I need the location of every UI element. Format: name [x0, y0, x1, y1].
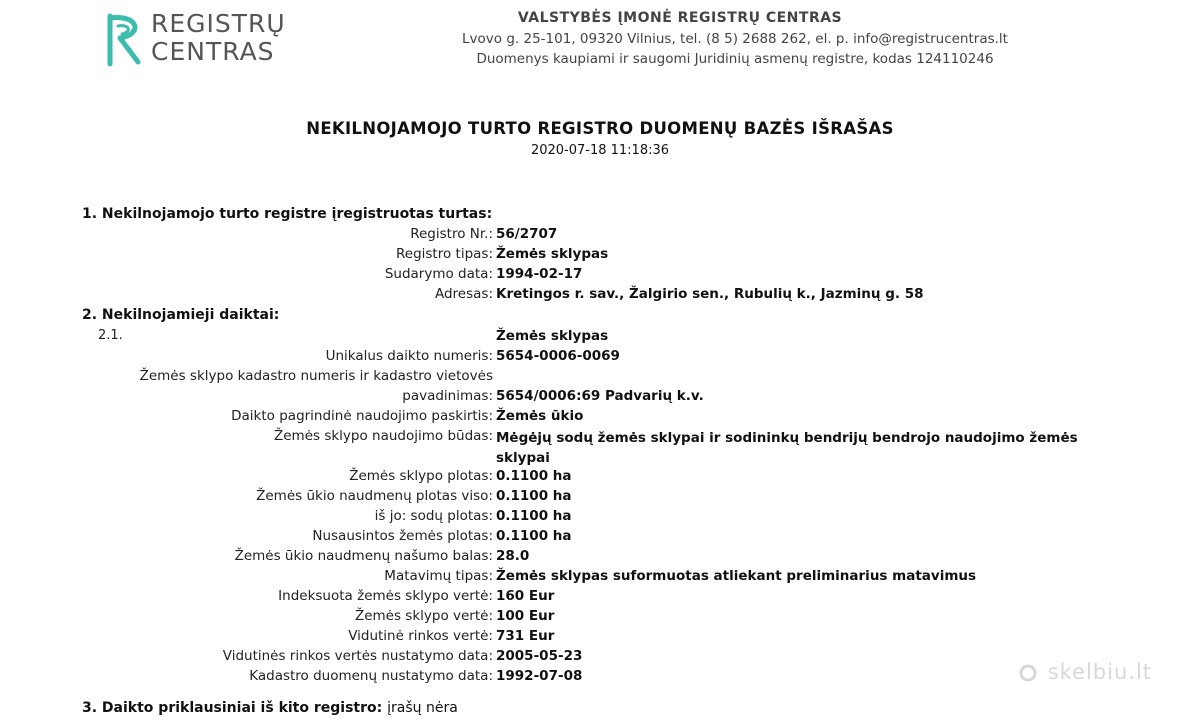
field-value: 160 Eur	[496, 588, 555, 604]
field-row	[0, 408, 1200, 428]
field-value: 0.1100 ha	[496, 468, 572, 484]
field-label: Žemės sklypo plotas:	[349, 468, 493, 484]
field-row	[0, 608, 1200, 628]
section-3-heading: 3. Daikto priklausiniai iš kito registro:	[82, 700, 383, 716]
field-row	[0, 428, 1200, 468]
field-label: Daikto pagrindinė naudojimo paskirtis:	[231, 408, 493, 424]
field-label: Matavimų tipas:	[384, 568, 493, 584]
field-value: Žemės ūkio	[496, 408, 584, 424]
section-2-heading: 2. Nekilnojamieji daiktai:	[82, 307, 280, 323]
field-row	[0, 508, 1200, 528]
field-value: 56/2707	[496, 226, 558, 242]
registru-centras-logo	[104, 10, 284, 70]
section-3-value: įrašų nėra	[387, 700, 458, 716]
field-label: Sudarymo data:	[384, 266, 493, 282]
field-row	[0, 548, 1200, 568]
document-title: NEKILNOJAMOJO TURTO REGISTRO DUOMENŲ BAZĖS IŠRAŠAS	[306, 119, 894, 138]
field-value: 1994-02-17	[496, 266, 583, 282]
item-header-row	[0, 328, 1200, 348]
field-label: pavadinimas:	[402, 388, 493, 404]
field-label: Registro tipas:	[396, 246, 493, 262]
company-name: VALSTYBĖS ĮMONĖ REGISTRŲ CENTRAS	[517, 10, 843, 26]
field-label: Indeksuota žemės sklypo vertė:	[278, 588, 493, 604]
field-label: Vidutinė rinkos vertė:	[348, 628, 493, 644]
field-row	[0, 568, 1200, 588]
section-3-row	[82, 700, 458, 716]
field-label: Žemės sklypo kadastro numeris ir kadastro vietovės	[139, 368, 493, 384]
field-row	[0, 528, 1200, 548]
field-label: iš jo: sodų plotas:	[374, 508, 493, 524]
field-value: 2005-05-23	[496, 648, 583, 664]
field-row	[0, 588, 1200, 608]
field-value: 5654/0006:69 Padvarių k.v.	[496, 388, 704, 404]
field-value: 100 Eur	[496, 608, 555, 624]
field-label: Adresas:	[434, 286, 493, 302]
document-date: 2020-07-18 11:18:36	[530, 143, 670, 158]
field-row	[0, 266, 1200, 286]
item-title: Žemės sklypas	[496, 328, 609, 344]
field-label: Nusausintos žemės plotas:	[312, 528, 493, 544]
field-value: 0.1100 ha	[496, 488, 572, 504]
company-address: Lvovo g. 25-101, 09320 Vilnius, tel. (8 5) 2688 262, el. p. info@registrucentras.lt	[462, 31, 1008, 47]
field-value: 0.1100 ha	[496, 528, 572, 544]
field-label: Žemės sklypo naudojimo būdas:	[273, 428, 493, 444]
field-value: Mėgėjų sodų žemės sklypai ir sodininkų bendrijų bendrojo naudojimo žemės sklypai	[496, 430, 1078, 466]
field-value: 5654-0006-0069	[496, 348, 620, 364]
rc-logo-icon	[104, 12, 148, 68]
field-label: Unikalus daikto numeris:	[325, 348, 493, 364]
field-value: Žemės sklypas suformuotas atliekant preliminarius matavimus	[496, 568, 977, 584]
watermark	[1016, 660, 1152, 684]
field-row	[0, 286, 1200, 306]
field-row	[0, 488, 1200, 508]
field-row	[0, 468, 1200, 488]
logo-text-line-1: REGISTRŲ	[151, 9, 286, 38]
field-row	[0, 628, 1200, 648]
item-number: 2.1.	[98, 328, 123, 343]
field-row	[0, 368, 1200, 388]
registry-note: Duomenys kaupiami ir saugomi Juridinių asmenų registre, kodas 124110246	[476, 51, 994, 67]
field-label: Žemės sklypo vertė:	[354, 608, 493, 624]
watermark-icon	[1016, 663, 1040, 683]
field-row	[0, 246, 1200, 266]
field-value: 28.0	[496, 548, 530, 564]
field-value: Kretingos r. sav., Žalgirio sen., Rubulių k., Jazminų g. 58	[496, 286, 924, 302]
field-row	[0, 348, 1200, 368]
field-row	[0, 388, 1200, 408]
section-1-heading: 1. Nekilnojamojo turto registre įregistruotas turtas:	[82, 206, 493, 222]
field-label: Kadastro duomenų nustatymo data:	[249, 668, 493, 684]
field-value: Žemės sklypas	[496, 246, 609, 262]
field-label: Registro Nr.:	[410, 226, 493, 242]
field-value: 0.1100 ha	[496, 508, 572, 524]
field-value: 731 Eur	[496, 628, 555, 644]
field-row	[0, 226, 1200, 246]
field-label: Vidutinės rinkos vertės nustatymo data:	[222, 648, 493, 664]
field-label: Žemės ūkio naudmenų našumo balas:	[234, 548, 493, 564]
watermark-text: skelbiu.lt	[1047, 660, 1153, 684]
logo-text-line-2: CENTRAS	[151, 37, 275, 66]
field-label: Žemės ūkio naudmenų plotas viso:	[256, 488, 493, 504]
logo-wordmark	[151, 10, 286, 66]
field-value: 1992-07-08	[496, 668, 583, 684]
